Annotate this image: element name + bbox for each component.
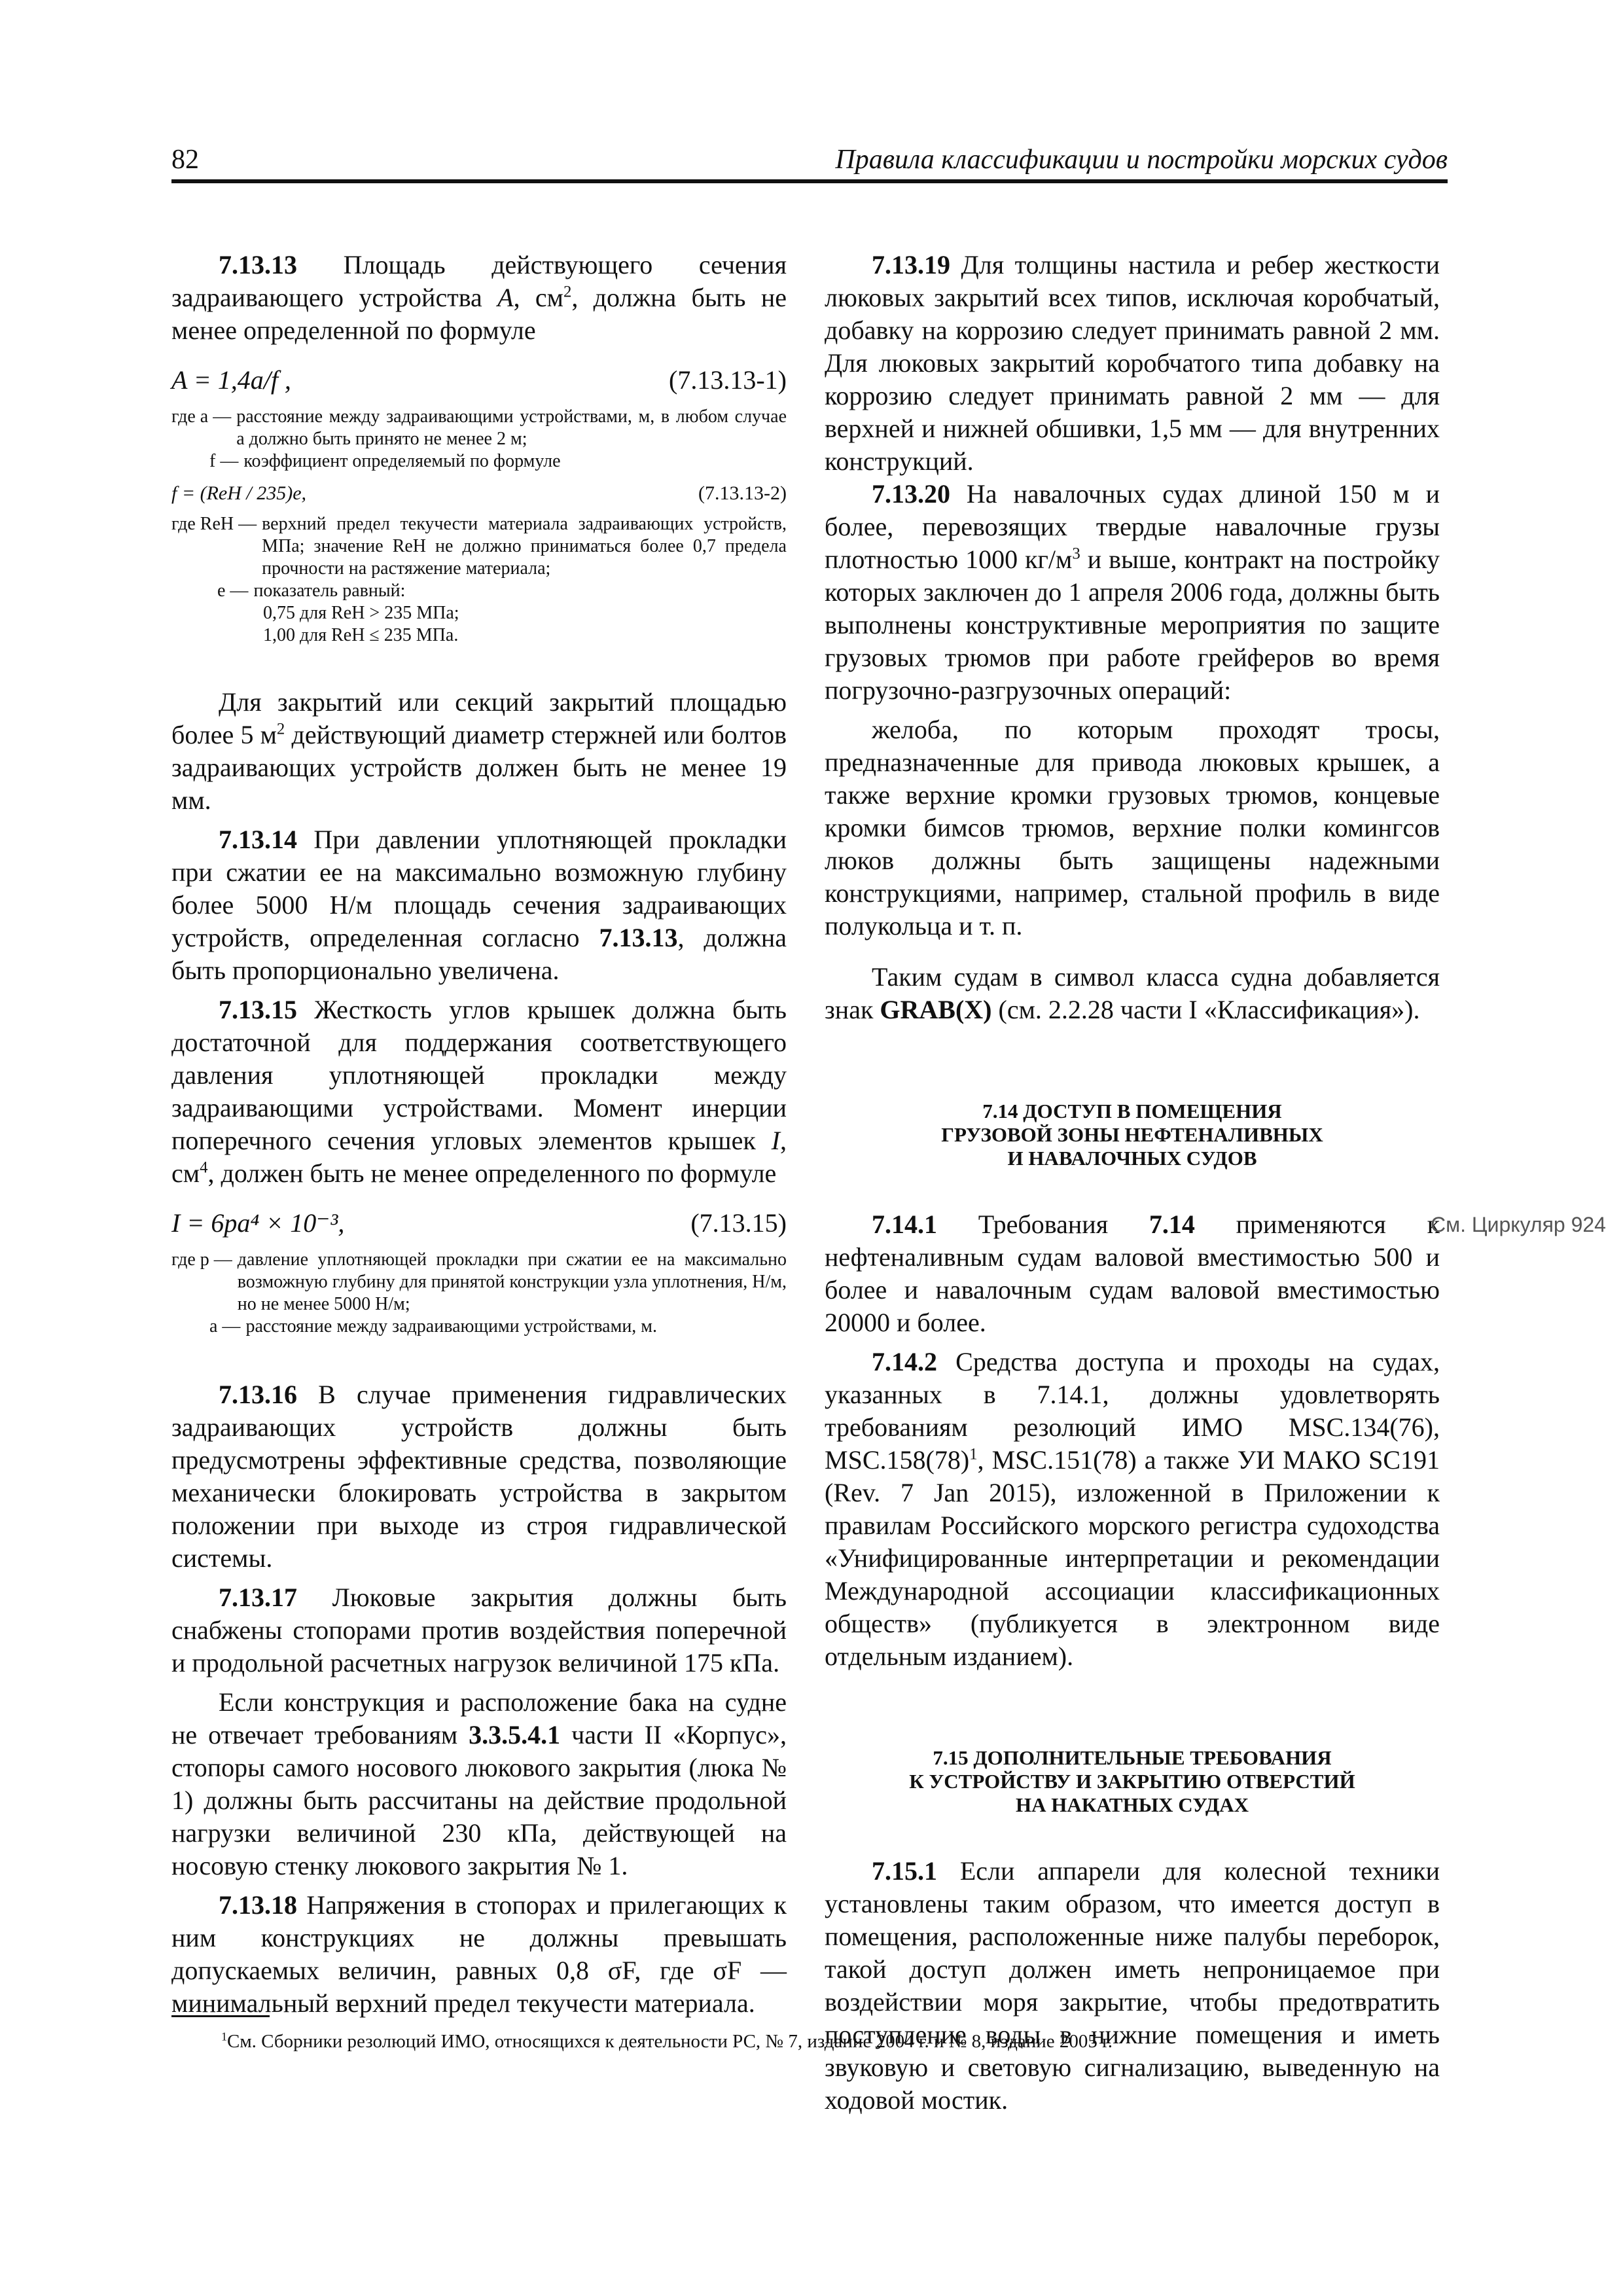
paragraph-area: Для закрытий или секций закрытий площадью более 5 $м^2$ действующий диаметр стержней или болтов задраивающих устройств должен быть не менее 19 мм. xyxy=(171,687,787,815)
formula-7-13-13-2 xyxy=(171,480,787,507)
formula-7-13-15 xyxy=(171,1207,787,1240)
formula-expression: I = 6pa⁴ × 10⁻³, xyxy=(171,1208,345,1238)
paragraph-7-13-15: 7.13.15 Жесткость углов крышек должна быть достаточной для поддержания соответствующего давления уплотняющей прокладки между задраивающими устройствами. Момент инерции поперечного сечения угловых элементов крышек I, $см^4$, должен быть не менее определенного по формуле xyxy=(171,995,787,1188)
formula-expression: A = 1,4a/f , xyxy=(171,365,291,395)
paragraph-7-13-17: 7.13.17 Люковые закрытия должны быть снабжены стопорами против воздействия поперечной и продольной расчетных нагрузок величиной 175 кПа. xyxy=(171,1583,787,1677)
paragraph-grab: Таким судам в символ класса судна добавляется знак GRAB(X) (см. 2.2.28 части I «Классификация»). xyxy=(825,962,1440,1024)
margin-note-circular: См. Циркуляр 924 xyxy=(1431,1213,1606,1236)
where-list-1: где a — расстояние между задраивающими устройствами, м, в любом случае a должно быть принято не менее 2 м; f — коэффициент определяемый по формуле xyxy=(171,406,787,471)
footnote: $^1$См. Сборники резолюций ИМО, относящихся к деятельности РС, № 7, издание 2004 г. и № 8, издание 2005 г. xyxy=(221,2030,1113,2052)
formula-number: (7.13.15) xyxy=(690,1208,787,1238)
paragraph-7-14-1: 7.14.1 Требования 7.14 применяются к нефтеналивным судам валовой вместимостью 500 и более и навалочным судам валовой вместимостью 20000 и более. xyxy=(825,1210,1440,1337)
paragraph-7-13-19: 7.13.19 Для толщины настила и ребер жесткости люковых закрытий всех типов, исключая коробчатый, добавку на коррозию следует принимать равной 2 мм. Для люковых закрытий коробчатого типа добавку на коррозию следует принимать равной 2 мм — для верхней и нижней обшивки, 1,5 мм — для внутренних конструкций. xyxy=(825,250,1440,476)
paragraph-7-13-20: 7.13.20 На навалочных судах длиной 150 м и более, перевозящих твердые навалочные грузы плотностью 1000 $кг/м^3$ и выше, контракт на постройку которых заключен до 1 апреля 2006 года, должны быть выполнены конструктивные мероприятия по защите грузовых трюмов при работе грейферов во время погрузочно-разгрузочных операций: xyxy=(825,479,1440,705)
paragraph-7-13-13: 7.13.13 Площадь действующего сечения задраивающего устройства A, $см^2$, должна быть не менее определенной по формуле xyxy=(171,250,787,345)
right-column xyxy=(825,249,1440,2117)
where-list-2: где ReH — верхний предел текучести материала задраивающих устройств, МПа; значение ReH не должно приниматься более 0,7 предела прочности на растяжение материала; e — показатель равный: 0,75 для ReH > 235 МПа; 1,00 для ReH ≤ 235 МПа. xyxy=(171,514,787,645)
section-heading-7-14: 7.14 ДОСТУП В ПОМЕЩЕНИЯ ГРУЗОВОЙ ЗОНЫ НЕФТЕНАЛИВНЫХ И НАВАЛОЧНЫХ СУДОВ xyxy=(941,1100,1323,1170)
paragraph-7-13-14: 7.13.14 При давлении уплотняющей прокладки при сжатии ее на максимально возможную глубину более 5000 Н/м площадь сечения задраивающих устройств, определенная согласно 7.13.13, должна быть пропорционально увеличена. xyxy=(171,825,787,985)
paragraph-7-13-16: 7.13.16 В случае применения гидравлических задраивающих устройств должны быть предусмотрены эффективные средства, позволяющие механически блокировать устройства в закрытом положении при выходе из строя гидравлической системы. xyxy=(171,1380,787,1573)
page-header xyxy=(171,139,1448,183)
paragraph-chutes: желоба, по которым проходят тросы, предназначенные для привода люковых крышек, а также верхние кромки грузовых трюмов, концевые кромки бимсов трюмов, верхние полки комингсов люков должны быть защищены надежными конструкциями, например, стальной профиль в виде полукольца и т. п. xyxy=(825,715,1440,941)
formula-expression: f = (ReH / 235)e, xyxy=(171,482,307,504)
formula-number: (7.13.13-2) xyxy=(698,482,787,504)
formula-7-13-13-1 xyxy=(171,364,787,397)
paragraph-7-14-2: 7.14.2 Средства доступа и проходы на судах, указанных в 7.14.1, должны удовлетворять требованиям резолюций ИМО MSC.134(76), $MSC.158(78)^1$, MSC.151(78) а также УИ МАКО SC191 (Rev. 7 Jan 2015), изложенной в Приложении к правилам Российского морского регистра судоходства «Унифицированные интерпретации и рекомендации Международной ассоциации классификационных обществ» (публикуется в электронном виде отдельным изданием). xyxy=(825,1347,1440,1671)
left-column xyxy=(171,249,787,2020)
running-title: Правила классификации и постройки морских судов xyxy=(835,145,1448,175)
paragraph-7-15-1: 7.15.1 Если аппарели для колесной техники установлены таким образом, что имеется доступ в помещения, расположенные ниже палубы переборок, такой доступ должен иметь непроницаемое при воздействии моря закрытие, чтобы предотвратить поступление воды в нижние помещения и иметь звуковую и световую сигнализацию, выведенную на ходовой мостик. xyxy=(825,1856,1440,2115)
formula-number: (7.13.13-1) xyxy=(669,365,787,395)
where-list-3: где p — давление уплотняющей прокладки при сжатии ее на максимально возможную глубину для принятой конструкции узла уплотнения, Н/м, но не менее 5000 Н/м; a — расстояние между задраивающими устройствами, м. xyxy=(171,1249,787,1336)
page-number: 82 xyxy=(171,145,199,175)
paragraph-tank: Если конструкция и расположение бака на судне не отвечает требованиям 3.3.5.4.1 части II «Корпус», стопоры самого носового люкового закрытия (люка № 1) должны быть рассчитаны на действие продольной нагрузки величиной 230 кПа, действующей на носовую стенку люкового закрытия № 1. xyxy=(171,1687,787,1880)
section-heading-7-15: 7.15 ДОПОЛНИТЕЛЬНЫЕ ТРЕБОВАНИЯ К УСТРОЙСТВУ И ЗАКРЫТИЮ ОТВЕРСТИЙ НА НАКАТНЫХ СУДАХ xyxy=(909,1746,1355,1816)
footnote-divider xyxy=(171,2015,270,2017)
paragraph-7-13-18: 7.13.18 Напряжения в стопорах и прилегающих к ним конструкциях не должны превышать допускаемых величин, равных 0,8 σF, где σF — минимальный верхний предел текучести материала. xyxy=(171,1890,787,2018)
